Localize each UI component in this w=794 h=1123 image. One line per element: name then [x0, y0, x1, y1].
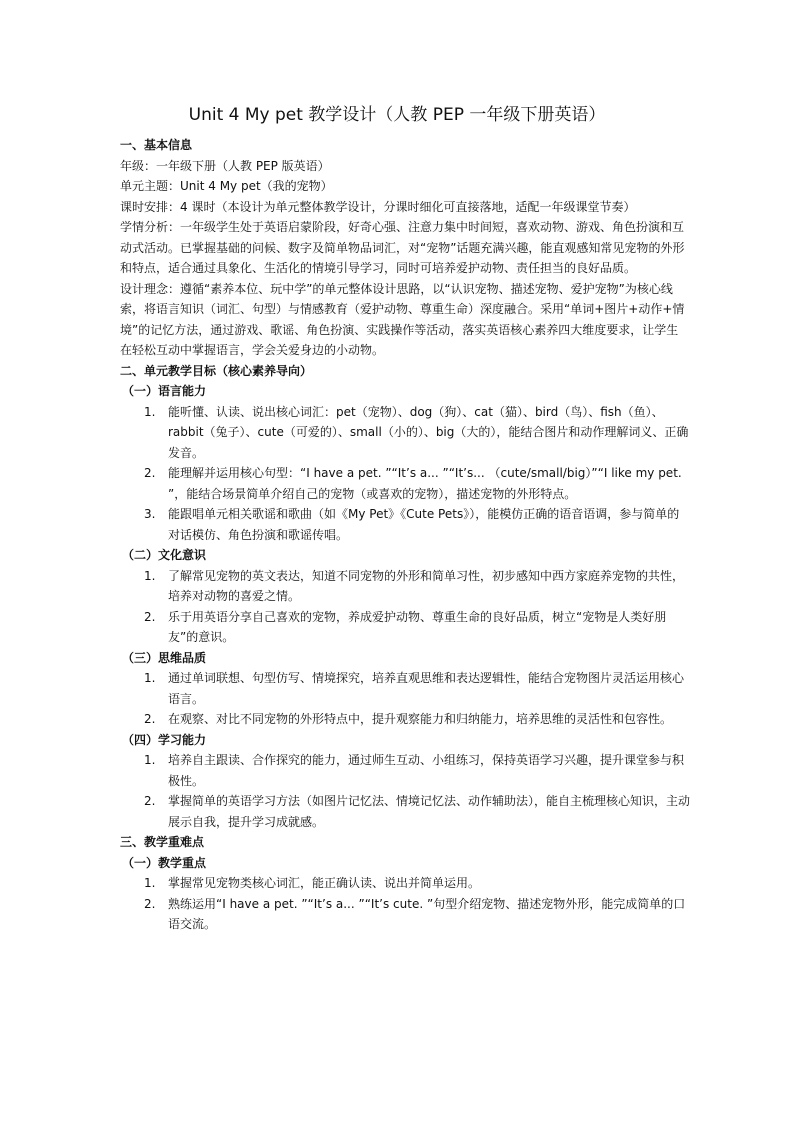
list-item-text: 乐于用英语分享自己喜欢的宠物，养成爱护动物、尊重生命的良好品质，树立“宠物是人类好朋友”的意识。	[168, 609, 667, 644]
schedule-line: 课时安排：4 课时（本设计为单元整体教学设计，分课时细化可直接落地，适配一年级课堂节奏）	[120, 199, 636, 214]
list-item	[120, 791, 690, 832]
subheading-teaching-focus: （一）教学重点	[122, 855, 207, 870]
document-body	[120, 135, 690, 935]
list-number: 1.	[144, 753, 156, 767]
list-number: 2.	[144, 712, 156, 726]
list-item	[120, 607, 690, 648]
teaching-focus-list	[120, 873, 690, 935]
list-item-text: 了解常见宠物的英文表达，知道不同宠物的外形和简单习性，初步感知中西方家庭养宠物的共性，培养对动物的喜爱之情。	[168, 568, 685, 603]
unit-theme-line: 单元主题：Unit 4 My pet（我的宠物）	[120, 179, 333, 193]
list-number: 2.	[144, 609, 156, 624]
list-item	[120, 402, 690, 464]
list-number: 2.	[144, 794, 156, 808]
list-item-text: 熟练运用“I have a pet. ”“It’s a... ”“It’s cute. ”句型介绍宠物、描述宠物外形，能完成简单的口语交流。	[168, 896, 686, 931]
thinking-quality-list	[120, 668, 690, 730]
language-ability-list	[120, 402, 690, 546]
learning-ability-list	[120, 750, 690, 832]
subheading-language-ability: （一）语言能力	[122, 384, 207, 398]
design-concept: 设计理念：遵循“素养本位、玩中学”的单元整体设计思路，以“认识宠物、描述宠物、爱护宠物”为核心线索，将语言知识（词汇、句型）与情感教育（爱护动物、尊重生命）深度融合。采用“单词+图片+动作+情境”的记忆方法，通过游戏、歌谣、角色扮演、实践操作等活动，落实英语核心素养四大维度要求，让学生在轻松互动中掌握语言，学会关爱身边的小动物。	[120, 281, 685, 357]
list-number: 2.	[144, 896, 156, 911]
list-item	[120, 750, 690, 791]
list-number: 1.	[144, 404, 156, 419]
list-item	[120, 668, 690, 709]
section-heading-basic-info: 一、基本信息	[120, 138, 193, 152]
list-item-text: 能听懂、认读、说出核心词汇：pet（宠物）、dog（狗）、cat（猫）、bird（鸟）、fish（鱼）、rabbit（兔子）、cute（可爱的）、small（小的）、big（大的），能结合图片和动作理解词义、正确发音。	[168, 404, 689, 460]
document-title: Unit 4 My pet 教学设计（人教 PEP 一年级下册英语）	[188, 105, 606, 125]
list-number: 3.	[144, 507, 156, 521]
list-number: 2.	[144, 466, 156, 480]
list-item	[120, 709, 690, 730]
subheading-cultural-awareness: （二）文化意识	[122, 548, 207, 562]
list-item-text: 掌握简单的英语学习方法（如图片记忆法、情境记忆法、动作辅助法），能自主梳理核心知识，主动展示自我，提升学习成就感。	[168, 794, 691, 829]
list-number: 1.	[144, 568, 156, 583]
learner-analysis: 学情分析：一年级学生处于英语启蒙阶段，好奇心强、注意力集中时间短，喜欢动物、游戏、角色扮演和互动式活动。已掌握基础的问候、数字及简单物品词汇，对“宠物”话题充满兴趣，能直观感知常见宠物的外形和特点，适合通过具象化、生活化的情境引导学习，同时可培养爱护动物、责任担当的良好品质。	[120, 220, 685, 275]
section-heading-key-points: 三、教学重难点	[120, 835, 205, 849]
section-heading-objectives: 二、单元教学目标（核心素养导向）	[120, 363, 313, 378]
list-item-text: 能跟唱单元相关歌谣和歌曲（如《My Pet》《Cute Pets》），能模仿正确的语音语调，参与简单的对话模仿、角色扮演和歌谣传唱。	[168, 507, 680, 542]
list-item	[120, 504, 690, 545]
list-number: 1.	[144, 876, 156, 890]
subheading-thinking-quality: （三）思维品质	[122, 650, 207, 665]
list-item	[120, 894, 690, 935]
list-item-text: 能理解并运用核心句型：“I have a pet. ”“It’s a... ”“It’s... （cute/small/big）”“I like my pet. ”，能结合场景简单介绍自己的宠物（或喜欢的宠物），描述宠物的外形特点。	[168, 466, 682, 501]
list-number: 1.	[144, 671, 156, 685]
list-item-text: 在观察、对比不同宠物的外形特点中，提升观察能力和归纳能力，培养思维的灵活性和包容性。	[168, 712, 673, 726]
list-item-text: 通过单词联想、句型仿写、情境探究，培养直观思维和表达逻辑性，能结合宠物图片灵活运用核心语言。	[168, 671, 685, 706]
list-item	[120, 463, 690, 504]
cultural-awareness-list	[120, 566, 690, 648]
list-item-text: 培养自主跟读、合作探究的能力，通过师生互动、小组练习，保持英语学习兴趣，提升课堂参与积极性。	[168, 753, 685, 788]
list-item	[120, 873, 690, 894]
list-item-text: 掌握常见宠物类核心词汇，能正确认读、说出并简单运用。	[168, 876, 481, 890]
subheading-learning-ability: （四）学习能力	[122, 732, 207, 747]
grade-line: 年级：一年级下册（人教 PEP 版英语）	[120, 158, 330, 173]
list-item	[120, 566, 690, 607]
